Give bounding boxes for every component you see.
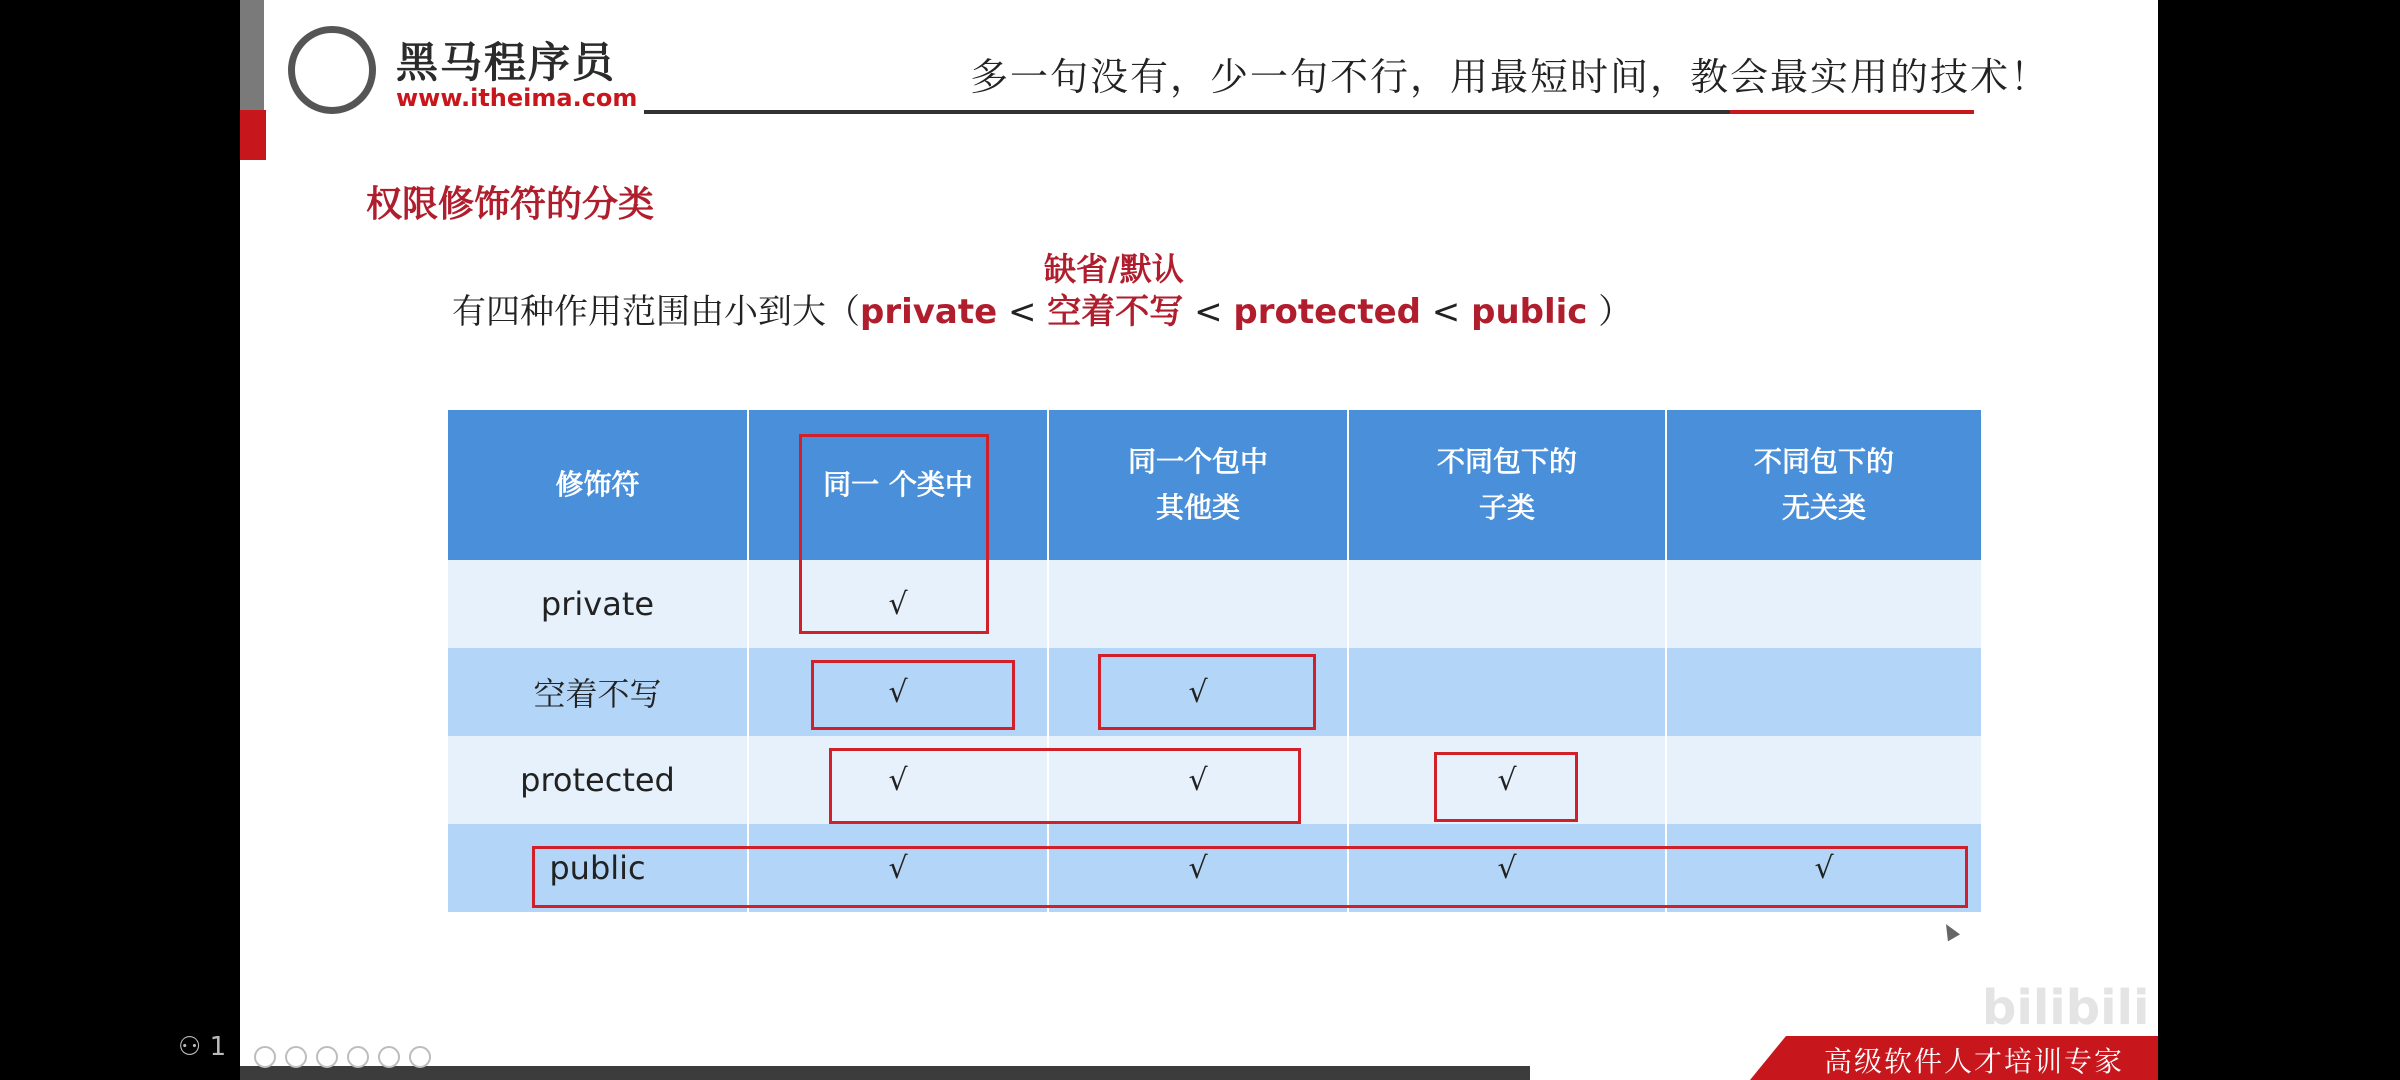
check-cell: √ xyxy=(748,648,1048,736)
check-cell: √ xyxy=(1348,736,1666,824)
header-unrelated: 不同包下的 无关类 xyxy=(1666,410,1982,560)
scope-description xyxy=(452,284,1632,333)
default-label: 缺省/默认 xyxy=(1044,250,1184,288)
highlight-default-a xyxy=(811,660,1015,730)
scope-private: private xyxy=(860,292,998,332)
scope-lt: < xyxy=(997,292,1048,332)
check-cell: √ xyxy=(1048,648,1348,736)
slogan: 多一句没有，少一句不行，用最短时间，教会最实用的技术！ xyxy=(970,55,2051,99)
check-cell xyxy=(1348,648,1666,736)
check-cell: √ xyxy=(1666,824,1982,912)
row-modifier: protected xyxy=(448,736,748,824)
left-gray-strip xyxy=(240,0,264,110)
check-cell xyxy=(1666,560,1982,648)
highlight-private xyxy=(799,434,989,634)
header-same-package: 同一个包中 其他类 xyxy=(1048,410,1348,560)
check-cell: √ xyxy=(1048,736,1348,824)
highlight-protected-a xyxy=(829,748,1301,824)
check-cell xyxy=(1666,648,1982,736)
bottom-tagline: 高级软件人才培训专家 xyxy=(1824,1045,2125,1078)
scope-lt: < xyxy=(1421,292,1472,332)
mouse-cursor-icon xyxy=(1940,921,1960,942)
logo xyxy=(288,26,638,116)
scope-default: 空着不写 xyxy=(1047,292,1184,332)
control-button-icon[interactable] xyxy=(254,1046,276,1068)
player-page-indicator[interactable] xyxy=(178,1032,226,1062)
header-modifier: 修饰符 xyxy=(448,410,748,560)
scope-protected: protected xyxy=(1233,292,1421,332)
logo-name: 黑马程序员 xyxy=(396,38,617,87)
check-cell: √ xyxy=(1048,824,1348,912)
check-cell xyxy=(1666,736,1982,824)
check-cell: √ xyxy=(1348,824,1666,912)
table-row xyxy=(448,560,1982,648)
table-header-row xyxy=(448,410,1982,560)
control-button-icon[interactable] xyxy=(285,1046,307,1068)
highlight-default-b xyxy=(1098,654,1316,730)
control-button-icon[interactable] xyxy=(347,1046,369,1068)
row-modifier: public xyxy=(448,824,748,912)
row-modifier: private xyxy=(448,560,748,648)
check-cell: √ xyxy=(748,824,1048,912)
horse-logo-icon xyxy=(288,26,376,114)
highlight-public xyxy=(532,846,1968,908)
row-modifier: 空着不写 xyxy=(448,648,748,736)
highlight-protected-b xyxy=(1434,752,1578,822)
scope-public: public xyxy=(1471,292,1588,332)
scope-suffix: ） xyxy=(1587,292,1633,332)
check-cell: √ xyxy=(748,560,1048,648)
check-cell: √ xyxy=(748,736,1048,824)
left-red-block xyxy=(240,110,266,160)
check-cell xyxy=(1348,560,1666,648)
scope-lt: < xyxy=(1183,292,1234,332)
control-button-icon[interactable] xyxy=(316,1046,338,1068)
users-icon: ⚇ xyxy=(178,1032,202,1062)
bilibili-watermark: bilibili xyxy=(1982,980,2150,1036)
control-button-icon[interactable] xyxy=(378,1046,400,1068)
control-button-icon[interactable] xyxy=(409,1046,431,1068)
page-number: 1 xyxy=(209,1032,227,1062)
header-subclass: 不同包下的 子类 xyxy=(1348,410,1666,560)
slide xyxy=(240,0,2158,1080)
section-title: 权限修饰符的分类 xyxy=(366,184,655,225)
logo-url: www.itheima.com xyxy=(396,84,638,112)
player-controls xyxy=(254,1046,440,1072)
scope-prefix: 有四种作用范围由小到大（ xyxy=(452,292,860,332)
header-same-class: 同一 个类中 xyxy=(748,410,1048,560)
header-divider-accent xyxy=(1730,110,1974,114)
check-cell xyxy=(1048,560,1348,648)
